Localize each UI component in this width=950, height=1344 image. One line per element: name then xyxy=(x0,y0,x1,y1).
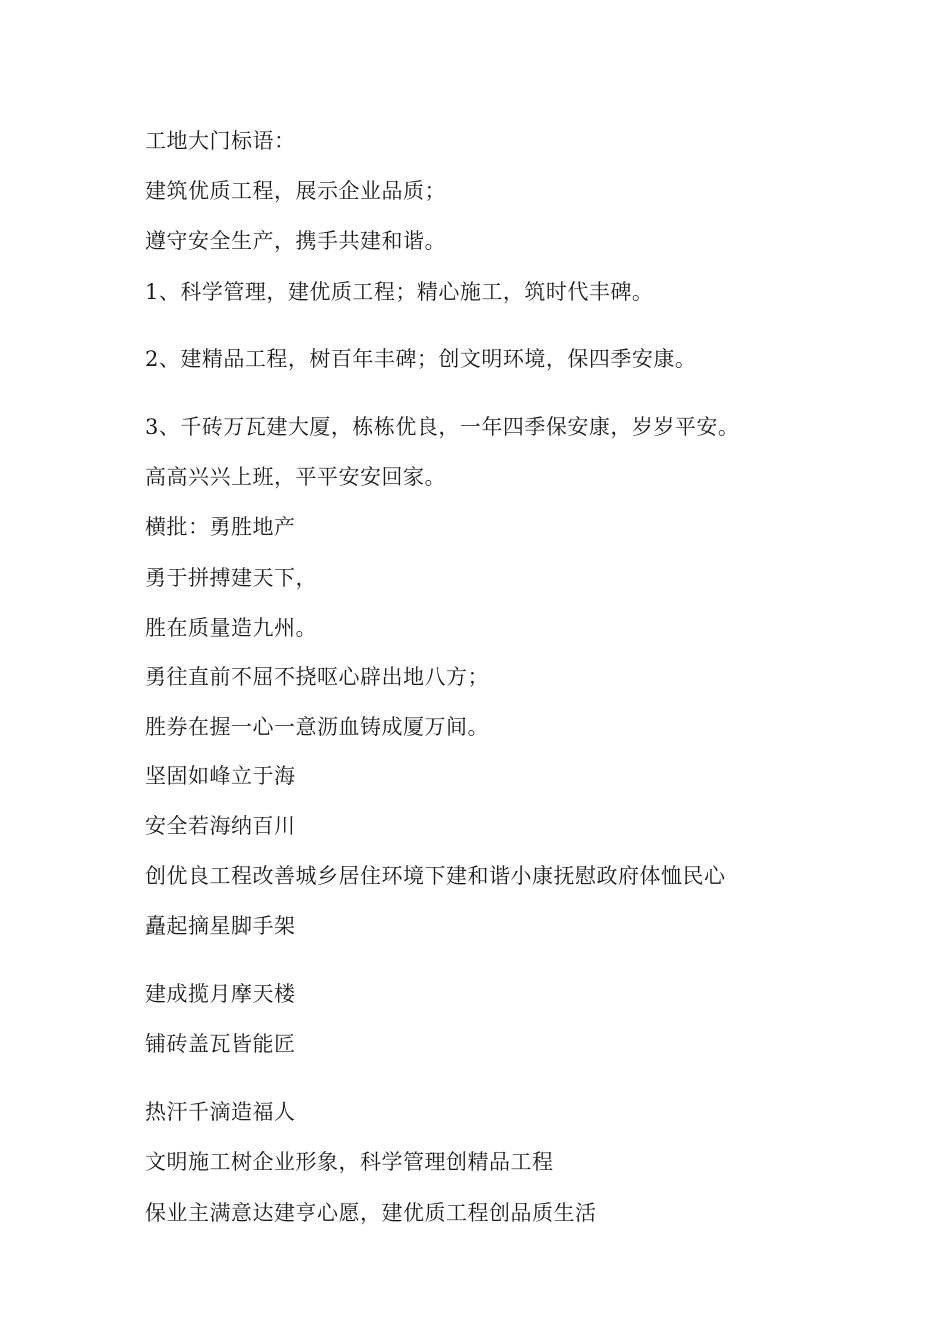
text-line: 建成揽月摩天楼 xyxy=(145,982,296,1006)
text-line: 3、千砖万瓦建大厦，栋栋优良，一年四季保安康，岁岁平安。 xyxy=(145,415,740,439)
text-line: 矗起摘星脚手架 xyxy=(145,914,296,938)
text-line: 2、建精品工程，树百年丰碑；创文明环境，保四季安康。 xyxy=(145,347,697,371)
text-line: 保业主满意达建亨心愿，建优质工程创品质生活 xyxy=(145,1201,597,1225)
text-line: 文明施工树企业形象，科学管理创精品工程 xyxy=(145,1150,554,1174)
text-line: 坚固如峰立于海 xyxy=(145,764,296,788)
text-line: 勇于拼搏建天下， xyxy=(145,566,317,590)
text-line: 胜券在握一心一意沥血铸成厦万间。 xyxy=(145,715,489,739)
text-line: 遵守安全生产，携手共建和谐。 xyxy=(145,229,446,253)
text-line: 勇往直前不屈不挠呕心辟出地八方； xyxy=(145,665,489,689)
heading-gate-slogans: 工地大门标语： xyxy=(145,129,296,153)
text-line: 安全若海纳百川 xyxy=(145,814,296,838)
text-line: 横批：勇胜地产 xyxy=(145,515,296,539)
text-line: 建筑优质工程，展示企业品质； xyxy=(145,179,446,203)
text-line: 热汗千滴造福人 xyxy=(145,1100,296,1124)
text-line: 胜在质量造九州。 xyxy=(145,616,317,640)
text-line: 铺砖盖瓦皆能匠 xyxy=(145,1032,296,1056)
text-line: 创优良工程改善城乡居住环境下建和谐小康抚慰政府体恤民心 xyxy=(145,864,726,888)
text-line: 高高兴兴上班，平平安安回家。 xyxy=(145,465,446,489)
text-line: 1、科学管理，建优质工程；精心施工，筑时代丰碑。 xyxy=(145,280,654,304)
